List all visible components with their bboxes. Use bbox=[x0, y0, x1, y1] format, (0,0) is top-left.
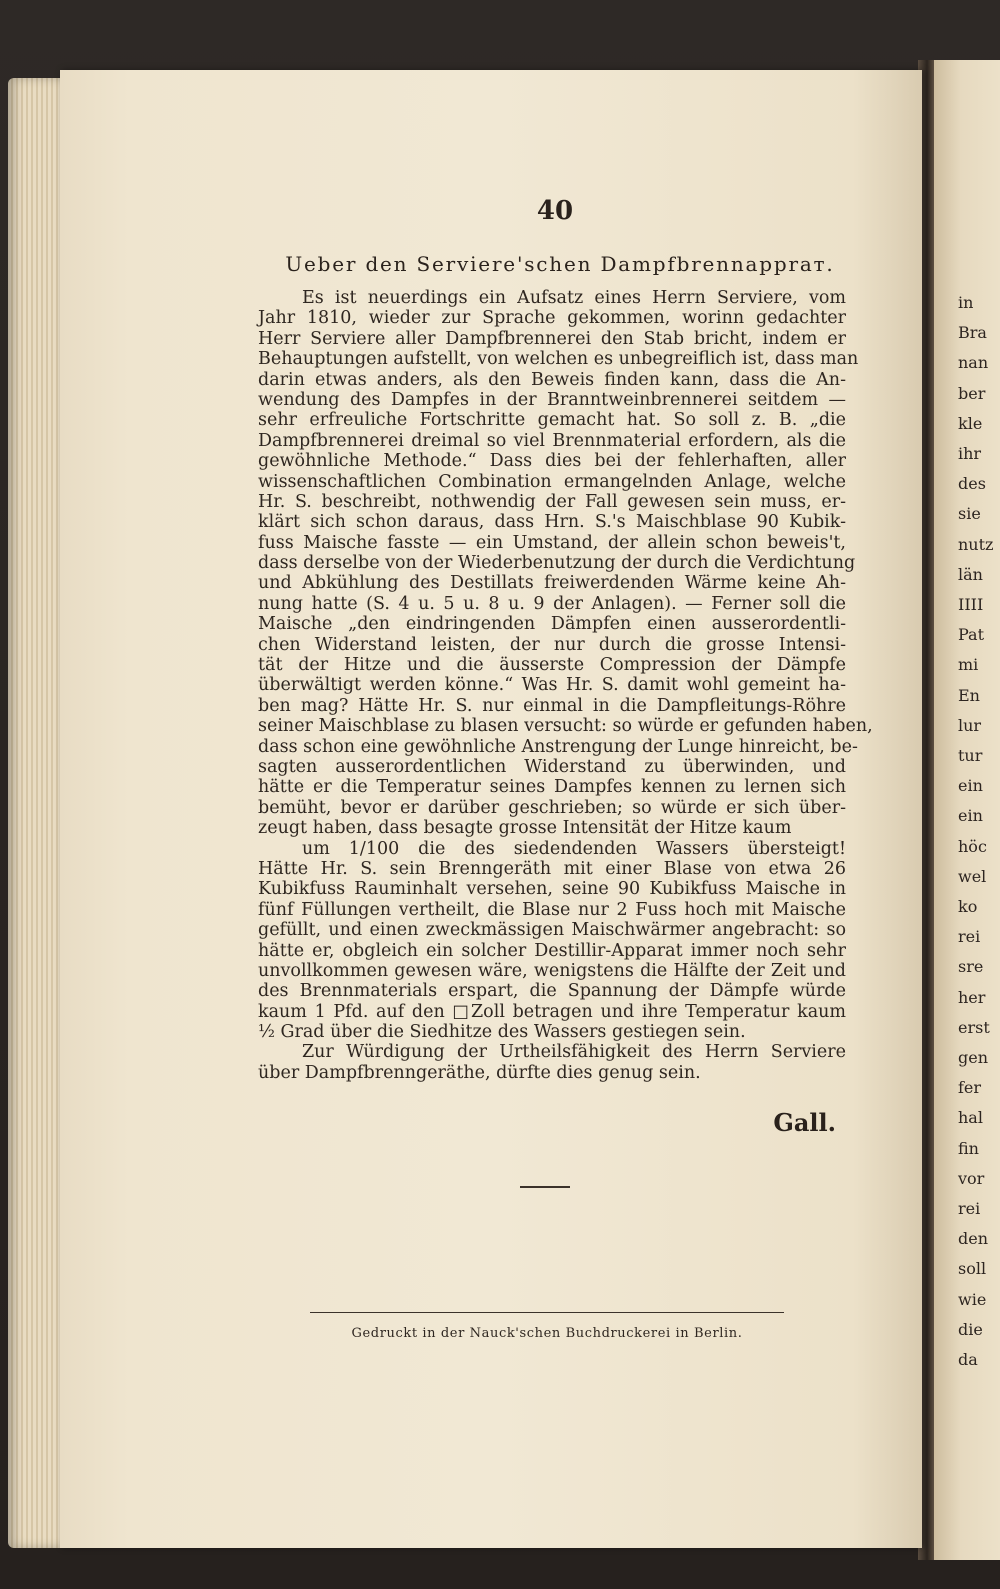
adjacent-page-fragment bbox=[934, 60, 1000, 1560]
adjacent-page-text: län bbox=[958, 564, 983, 584]
text-line: Hr. S. beschreibt, nothwendig der Fall gewesen sein muss, er- bbox=[258, 491, 846, 512]
text-line: Jahr 1810, wieder zur Sprache gekommen, worinn gedachter bbox=[258, 308, 846, 329]
adjacent-page-text: IIII bbox=[958, 595, 984, 614]
text-line: unvollkommen gewesen wäre, wenigstens die Hälfte der Zeit und bbox=[258, 960, 846, 981]
text-line: fuss Maische fasste — ein Umstand, der allein schon beweis't, bbox=[258, 532, 846, 553]
adjacent-page-text: sre bbox=[958, 957, 984, 977]
text-line: darin etwas anders, als den Beweis finden kann, dass die An- bbox=[258, 369, 846, 390]
footer-rule bbox=[310, 1312, 784, 1313]
text-line: wendung des Dampfes in der Branntweinbrennerei seitdem — bbox=[258, 389, 846, 410]
adjacent-page-text: ein bbox=[958, 806, 983, 826]
text-line: klärt sich schon daraus, dass Hrn. S.'s Maischblase 90 Kubik- bbox=[258, 512, 846, 533]
adjacent-page-text: ber bbox=[958, 383, 986, 403]
adjacent-page-text: des bbox=[958, 474, 986, 494]
adjacent-page-text: En bbox=[958, 685, 980, 705]
adjacent-page-text: kle bbox=[958, 413, 983, 433]
text-line: Es ist neuerdings ein Aufsatz eines Herrn Serviere, vom bbox=[302, 288, 846, 308]
adjacent-page-text: ko bbox=[958, 897, 978, 916]
adjacent-page-text: den bbox=[958, 1229, 989, 1249]
text-line: zeugt haben, dass besagte grosse Intensität der Hitze kaum bbox=[258, 818, 792, 839]
author-signature: Gall. bbox=[773, 1108, 836, 1137]
text-line: gewöhnliche Methode.“ Dass dies bei der fehlerhaften, aller bbox=[258, 451, 846, 472]
text-line: Herr Serviere aller Dampfbrennerei den Stab bricht, indem er bbox=[258, 328, 846, 349]
text-line: Behauptungen aufstellt, von welchen es unbegreiflich ist, dass man bbox=[258, 349, 859, 370]
adjacent-page-text: lur bbox=[958, 715, 982, 735]
text-line: bemüht, bevor er darüber geschrieben; so würde er sich über- bbox=[258, 797, 846, 818]
adjacent-page-text: vor bbox=[958, 1168, 985, 1188]
adjacent-page-text: in bbox=[958, 293, 974, 312]
adjacent-page-text: hal bbox=[958, 1108, 983, 1128]
adjacent-page-text: soll bbox=[958, 1259, 987, 1279]
adjacent-page-text: gen bbox=[958, 1048, 989, 1067]
text-line: des Brennmaterials erspart, die Spannung der Dämpfe würde bbox=[258, 981, 846, 1002]
text-line: hätte er, obgleich ein solcher Destillir-Apparat immer noch sehr bbox=[258, 940, 846, 961]
text-line: ben mag? Hätte Hr. S. nur einmal in die Dampfleitungs-Röhre bbox=[258, 695, 846, 716]
adjacent-page-text: fin bbox=[958, 1138, 979, 1158]
adjacent-page-text: ihr bbox=[958, 444, 982, 463]
adjacent-page-text: wel bbox=[958, 866, 987, 886]
adjacent-page-text: die bbox=[958, 1319, 983, 1339]
text-line: Maische „den eindringenden Dämpfen einen ausserordentli- bbox=[258, 614, 846, 635]
text-line: ½ Grad über die Siedhitze des Wassers gestiegen sein. bbox=[258, 1022, 746, 1043]
adjacent-page-text: mi bbox=[958, 655, 979, 675]
adjacent-page-text: rei bbox=[958, 1199, 981, 1218]
adjacent-page-text: her bbox=[958, 987, 986, 1007]
adjacent-page-text: rei bbox=[958, 927, 981, 947]
page-number: 40 bbox=[536, 196, 574, 226]
section-divider bbox=[520, 1186, 570, 1188]
adjacent-page-text: sie bbox=[958, 504, 981, 524]
adjacent-page-text: nutz bbox=[958, 534, 994, 554]
text-line: Zur Würdigung der Urtheilsfähigkeit des Herrn Serviere bbox=[302, 1042, 846, 1063]
adjacent-page-text: höc bbox=[958, 836, 987, 856]
text-line: überwältigt werden könne.“ Was Hr. S. damit wohl gemeint ha- bbox=[258, 675, 846, 696]
text-line: dass schon eine gewöhnliche Anstrengung der Lunge hinreicht, be- bbox=[258, 736, 858, 757]
text-line: nung hatte (S. 4 u. 5 u. 8 u. 9 der Anlagen). — Ferner soll die bbox=[258, 593, 846, 614]
adjacent-page-text: tur bbox=[958, 746, 983, 765]
adjacent-page-text: da bbox=[958, 1350, 978, 1369]
adjacent-page-text: fer bbox=[958, 1078, 982, 1098]
text-line: hätte er die Temperatur seines Dampfes kennen zu lernen sich bbox=[258, 777, 846, 798]
adjacent-page-text: nan bbox=[958, 353, 989, 373]
text-line: fünf Füllungen vertheilt, die Blase nur 2 Fuss hoch mit Maische bbox=[258, 899, 846, 920]
text-line: und Abkühlung des Destillats freiwerdenden Wärme keine Ah- bbox=[258, 573, 846, 594]
text-line: Dampfbrennerei dreimal so viel Brennmaterial erfordern, als die bbox=[258, 430, 846, 451]
text-line: gefüllt, und einen zweckmässigen Maischwärmer angebracht: so bbox=[258, 920, 846, 941]
text-line: kaum 1 Pfd. auf den □Zoll betragen und ihre Temperatur kaum bbox=[258, 1001, 846, 1022]
text-line: sagten ausserordentlichen Widerstand zu überwinden, und bbox=[258, 756, 846, 777]
text-line: Kubikfuss Rauminhalt versehen, seine 90 Kubikfuss Maische in bbox=[258, 879, 846, 900]
text-line: tät der Hitze und die äusserste Compression der Dämpfe bbox=[258, 655, 846, 676]
adjacent-page-text: ein bbox=[958, 776, 983, 796]
adjacent-page-text: Bra bbox=[958, 323, 987, 343]
text-line: Hätte Hr. S. sein Brenngeräth mit einer Blase von etwa 26 bbox=[258, 858, 846, 879]
text-line: wissenschaftlichen Combination ermangelnden Anlage, welche bbox=[258, 471, 846, 492]
text-line: über Dampfbrenngeräthe, dürfte dies genug sein. bbox=[258, 1062, 701, 1083]
text-line: chen Widerstand leisten, der nur durch die grosse Intensi- bbox=[258, 634, 846, 655]
text-line: sehr erfreuliche Fortschritte gemacht hat. So soll z. B. „die bbox=[258, 410, 846, 431]
text-line: um 1/100 die des siedendenden Wassers übersteigt! bbox=[302, 838, 846, 859]
printer-imprint: Gedruckt in der Nauck'schen Buchdruckerei in Berlin. bbox=[351, 1326, 743, 1341]
adjacent-page-text: wie bbox=[958, 1289, 987, 1309]
adjacent-page-text: Pat bbox=[958, 625, 985, 645]
text-line: dass derselbe von der Wiederbenutzung der durch die Verdichtung bbox=[258, 553, 856, 574]
adjacent-page-text: erst bbox=[958, 1017, 990, 1037]
article-body bbox=[258, 288, 873, 1083]
article-title: Ueber den Serviere'schen Dampfbrennappraт. bbox=[285, 252, 835, 276]
text-line: seiner Maischblase zu blasen versucht: so würde er gefunden haben, bbox=[258, 716, 873, 737]
